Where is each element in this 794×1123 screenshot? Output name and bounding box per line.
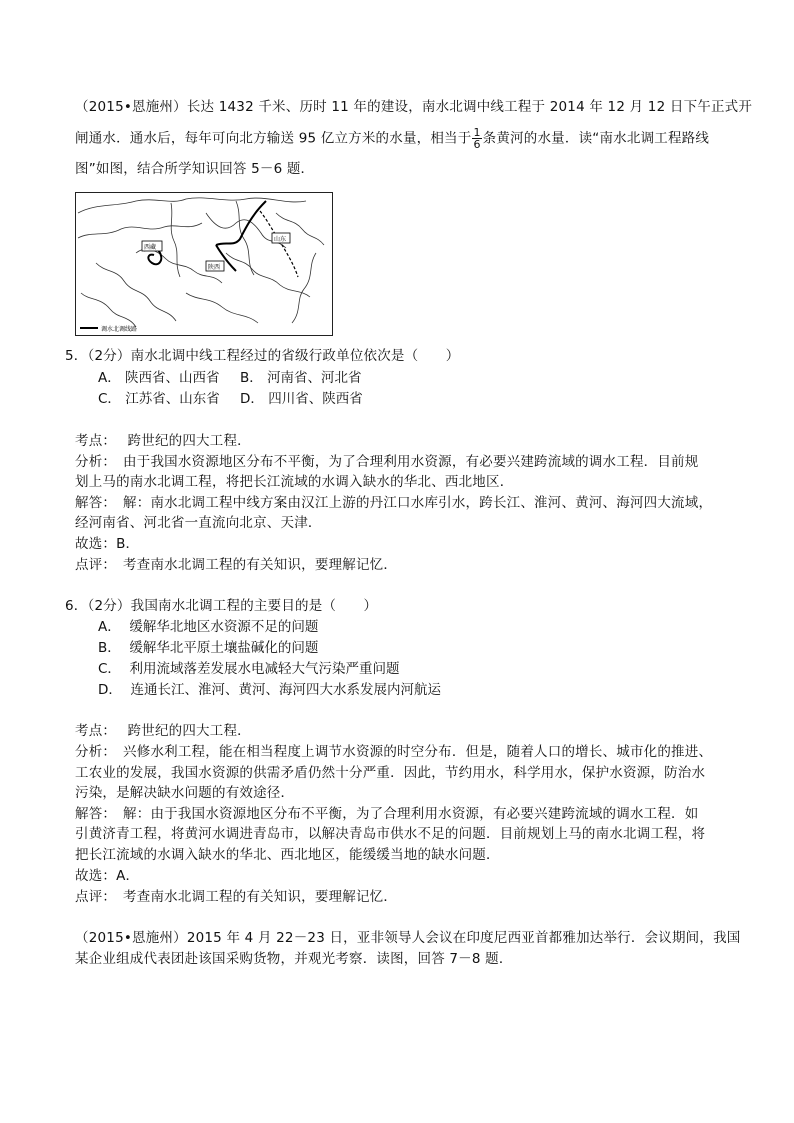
q5-option-a-key: A． xyxy=(98,370,121,386)
intro1-line2 xyxy=(75,127,709,150)
q6-option-b-key: B． xyxy=(98,640,121,656)
q5-option-c[interactable] xyxy=(98,389,220,409)
q6-option-a-text: 缓解华北地区水资源不足的问题 xyxy=(129,619,319,635)
q6-option-d[interactable] xyxy=(98,680,441,700)
a5-dianping: 点评： 考查南水北调工程的有关知识，要理解记忆． xyxy=(75,557,398,573)
q6-stem: 6．（2分）我国南水北调工程的主要目的是（ ） xyxy=(65,598,378,614)
a5-kaodian: 考点： 跨世纪的四大工程． xyxy=(75,433,251,449)
map-drawing xyxy=(76,193,332,335)
a5-fenxi-2: 划上马的南水北调工程，将把长江流域的水调入缺水的华北、西北地区． xyxy=(75,474,514,490)
a6-fenxi-1: 分析： 兴修水利工程，能在相当程度上调节水资源的时空分布．但是，随着人口的增长、城市化的推进、 xyxy=(75,744,713,760)
map-label-shandong: 山东 xyxy=(274,236,287,243)
q5-option-d[interactable] xyxy=(240,389,363,409)
intro1-line2a: 闸通水．通水后，每年可向北方输送 95 亿立方米的水量，相当于 xyxy=(75,130,472,147)
a6-jieda-3: 把长江流域的水调入缺水的华北、西北地区，能缓缓当地的缺水问题． xyxy=(75,847,500,863)
q6-option-c[interactable] xyxy=(98,659,400,679)
fraction-denominator: 6 xyxy=(473,138,481,151)
q5-option-a[interactable] xyxy=(98,368,220,388)
q6-option-d-key: D． xyxy=(98,682,122,698)
q6-option-c-text: 利用流域落差发展水电减轻大气污染严重问题 xyxy=(129,661,400,677)
a5-jieda-2: 经河南省、河北省一直流向北京、天津． xyxy=(75,515,322,531)
map-label-shaanxi: 陕西 xyxy=(208,264,221,271)
a6-fenxi-3: 污染，是解决缺水问题的有效途径． xyxy=(75,785,295,801)
a6-jieda-2: 引黄济青工程，将黄河水调进青岛市，以解决青岛市供水不足的问题．目前规划上马的南水北调工程，将 xyxy=(75,826,706,842)
intro2-line1: （2015•恩施州）2015 年 4 月 22－23 日，亚非领导人会议在印度尼西亚首都雅加达举行．会议期间，我国 xyxy=(75,930,741,946)
a6-jieda-1: 解答： 解：由于我国水资源地区分布不平衡，为了合理利用水资源，有必要兴建跨流域的调水工程．如 xyxy=(75,806,699,822)
a5-answer: 故选：B． xyxy=(75,536,140,552)
fraction-one-sixth xyxy=(472,127,481,150)
a5-jieda-1: 解答： 解：南水北调工程中线方案由汉江上游的丹江口水库引水，跨长江、淮河、黄河、海河四大流域， xyxy=(75,495,713,511)
q6-option-c-key: C． xyxy=(98,661,121,677)
q5-stem: 5．（2分）南水北调中线工程经过的省级行政单位依次是（ ） xyxy=(65,348,460,364)
intro1-line3: 图”如图，结合所学知识回答 5－6 题． xyxy=(75,161,315,177)
q5-option-d-key: D． xyxy=(240,391,264,407)
south-north-water-transfer-map xyxy=(75,192,333,336)
q6-option-b-text: 缓解华北平原土壤盐碱化的问题 xyxy=(129,640,319,656)
q5-option-b[interactable] xyxy=(240,368,362,388)
q5-option-a-text: 陕西省、山西省 xyxy=(125,370,220,386)
a6-fenxi-2: 工农业的发展，我国水资源的供需矛盾仍然十分严重．因此，节约用水，科学用水，保护水资源，防治水 xyxy=(75,765,706,781)
q5-option-c-key: C． xyxy=(98,391,121,407)
q5-option-d-text: 四川省、陕西省 xyxy=(268,391,363,407)
q5-option-b-key: B． xyxy=(240,370,263,386)
q6-option-a[interactable] xyxy=(98,617,318,637)
a6-answer: 故选：A． xyxy=(75,868,140,884)
fraction-numerator: 1 xyxy=(473,126,481,139)
q6-option-b[interactable] xyxy=(98,638,318,658)
map-legend: 调水北调线路 xyxy=(101,326,138,333)
intro1-line2b: 条黄河的水量．读“南水北调工程路线 xyxy=(482,130,710,147)
map-label-xizang: 西藏 xyxy=(144,244,157,251)
q6-option-d-text: 连通长江、淮河、黄河、海河四大水系发展内河航运 xyxy=(130,682,441,698)
q5-option-b-text: 河南省、河北省 xyxy=(267,370,362,386)
intro1-line1: （2015•恩施州）长达 1432 千米、历时 11 年的建设，南水北调中线工程于 2014 年 12 月 12 日下午正式开 xyxy=(75,99,753,115)
a6-dianping: 点评： 考查南水北调工程的有关知识，要理解记忆． xyxy=(75,889,398,905)
intro2-line2: 某企业组成代表团赴该国采购货物，并观光考察．读图，回答 7－8 题． xyxy=(75,951,513,967)
q5-option-c-text: 江苏省、山东省 xyxy=(125,391,220,407)
q6-option-a-key: A． xyxy=(98,619,121,635)
a6-kaodian: 考点： 跨世纪的四大工程． xyxy=(75,723,251,739)
a5-fenxi-1: 分析： 由于我国水资源地区分布不平衡，为了合理利用水资源，有必要兴建跨流域的调水工程．目前规 xyxy=(75,454,699,470)
